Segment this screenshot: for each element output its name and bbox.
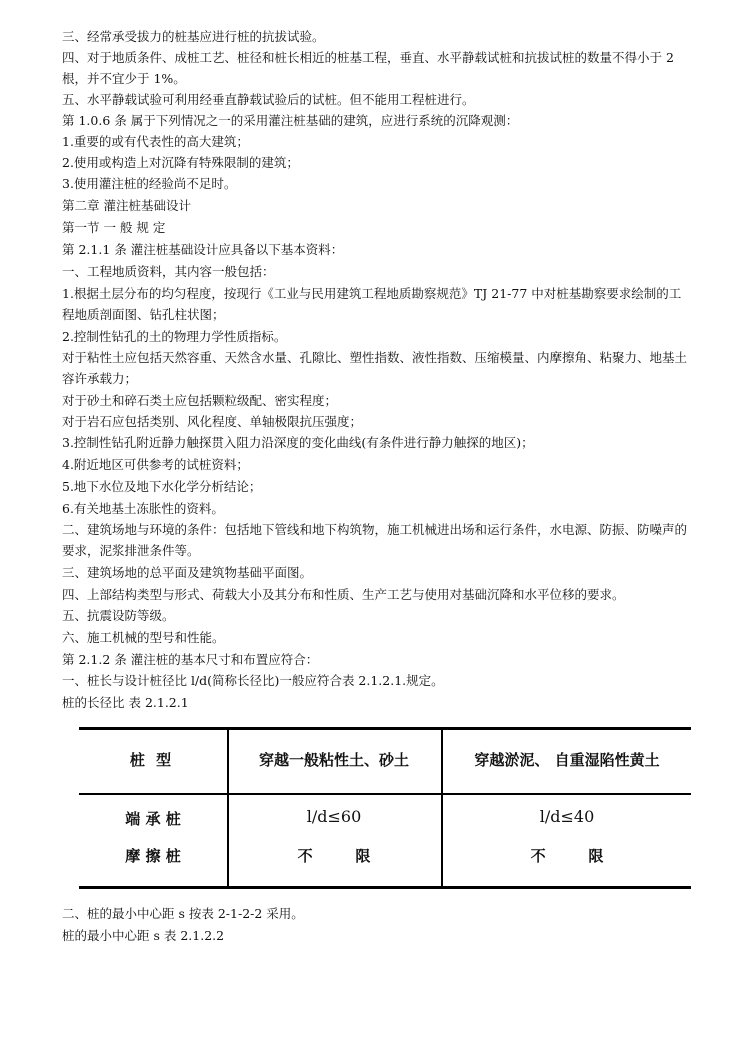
paragraph: 一、桩长与设计桩径比 l/d(简称长径比)一般应符合表 2.1.2.1.规定。 [62, 673, 444, 688]
paragraph: 一、工程地质资料，其内容一般包括： [62, 264, 275, 279]
table-rule-middle [79, 793, 691, 795]
table-row-friction-label: 摩 擦 桩 [125, 847, 181, 865]
table-header-pile-type: 桩 型 [129, 751, 175, 769]
paragraph: 第 2.1.1 条 灌注桩基础设计应具备以下基本资料： [62, 242, 344, 257]
table-header-clay-sand: 穿越一般粘性土、砂土 [258, 751, 409, 769]
paragraph: 对于粘性土应包括天然容重、天然含水量、孔隙比、塑性指数、液性指数、压缩模量、内摩擦角、粘聚力、地基土容许承载力； [62, 350, 688, 386]
paragraph: 第 2.1.2 条 灌注桩的基本尺寸和布置应符合： [62, 652, 319, 667]
section-title: 第一节 一 般 规 定 [62, 220, 166, 235]
paragraph: 二、建筑场地与环境的条件：包括地下管线和地下构筑物，施工机械进出场和运行条件，水电源、防振、防噪声的要求，泥浆排泄条件等。 [62, 522, 688, 558]
paragraph: 5.地下水位及地下水化学分析结论； [62, 479, 262, 494]
paragraph: 第 1.0.6 条 属于下列情况之一的采用灌注桩基础的建筑，应进行系统的沉降观测： [62, 113, 519, 128]
paragraph: 3.使用灌注桩的经验尚不足时。 [62, 176, 237, 191]
table-cell-end-bearing-silt: l/d≤40 [539, 807, 595, 826]
table-header-silt-loess: 穿越淤泥、 自重湿陷性黄土 [474, 751, 660, 769]
table-cell-friction-clay: 不 限 [297, 847, 371, 865]
paragraph: 五、水平静载试验可利用经垂直静载试验后的试桩。但不能用工程桩进行。 [62, 92, 475, 107]
paragraph: 2.使用或构造上对沉降有特殊限制的建筑； [62, 155, 299, 170]
paragraph: 3.控制性钻孔附近静力触探贯入阻力沿深度的变化曲线(有条件进行静力触探的地区)； [62, 435, 534, 450]
paragraph: 三、经常承受拔力的桩基应进行桩的抗拔试验。 [62, 29, 325, 44]
chapter-title: 第二章 灌注桩基础设计 [62, 198, 191, 213]
paragraph: 四、对于地质条件、成桩工艺、桩径和桩长相近的桩基工程，垂直、水平静载试桩和抗拔试桩的数量不得小于 2 根，并不宜少于 1%。 [62, 50, 674, 86]
pile-ratio-table [79, 727, 691, 889]
table-rule-top [79, 727, 691, 730]
table-row-end-bearing-label: 端 承 桩 [125, 810, 181, 828]
paragraph: 三、建筑场地的总平面及建筑物基础平面图。 [62, 565, 313, 580]
paragraph: 6.有关地基土冻胀性的资料。 [62, 501, 224, 516]
paragraph: 对于砂土和碎石类土应包括颗粒级配、密实程度； [62, 393, 338, 408]
paragraph: 2.控制性钻孔的土的物理力学性质指标。 [62, 329, 287, 344]
table-cell-end-bearing-clay: l/d≤60 [306, 807, 362, 826]
table-caption: 桩的长径比 表 2.1.2.1 [62, 695, 189, 710]
paragraph: 五、抗震设防等级。 [62, 608, 175, 623]
paragraph: 1.重要的或有代表性的高大建筑； [62, 134, 249, 149]
paragraph: 二、桩的最小中心距 s 按表 2-1-2-2 采用。 [62, 906, 304, 921]
paragraph: 对于岩石应包括类别、风化程度、单轴极限抗压强度； [62, 414, 363, 429]
paragraph: 4.附近地区可供参考的试桩资料； [62, 457, 249, 472]
paragraph: 1.根据土层分布的均匀程度，按现行《工业与民用建筑工程地质勘察规范》TJ 21-77 中对桩基勘察要求绘制的工程地质剖面图、钻孔柱状图； [62, 286, 682, 322]
table-rule-bottom [79, 886, 691, 889]
table-cell-friction-silt: 不 限 [530, 847, 604, 865]
paragraph: 六、施工机械的型号和性能。 [62, 630, 225, 645]
table-caption: 桩的最小中心距 s 表 2.1.2.2 [62, 928, 225, 943]
paragraph: 四、上部结构类型与形式、荷载大小及其分布和性质、生产工艺与使用对基础沉降和水平位移的要求。 [62, 587, 625, 602]
